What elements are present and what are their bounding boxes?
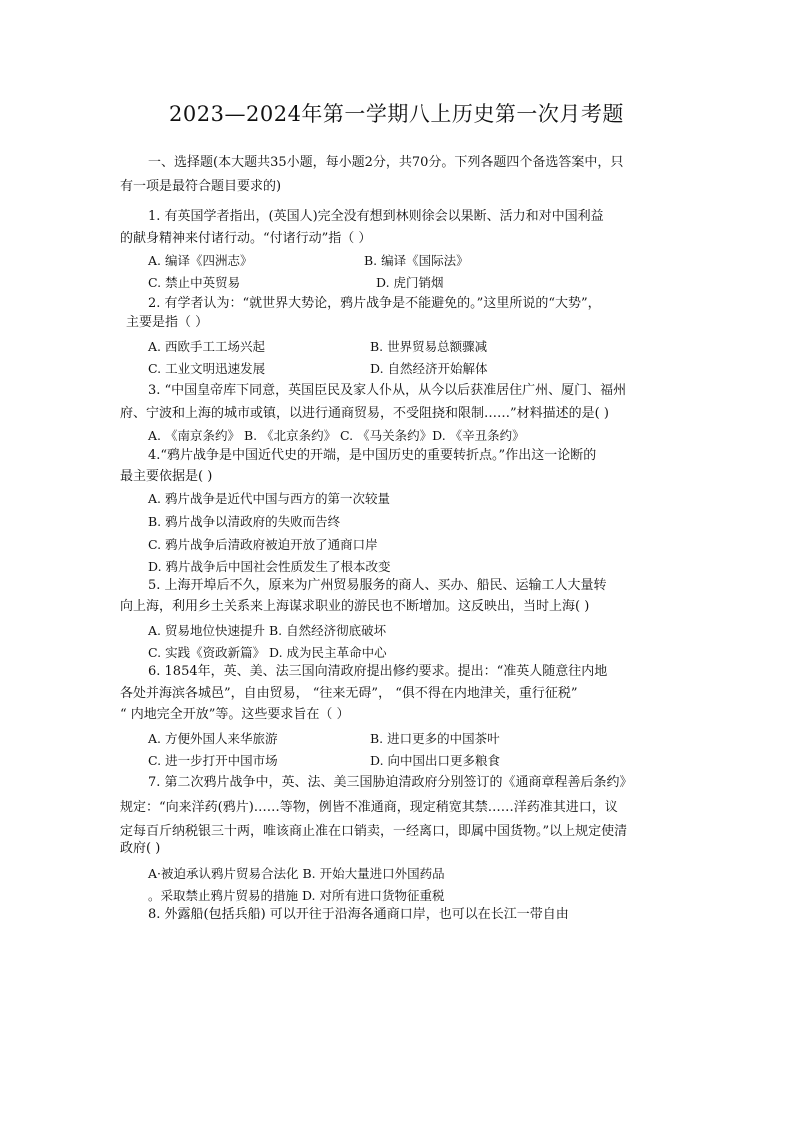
section-heading-line-1: 一、选择题(本大题共35小题，每小题2分，共70分。下列各题四个备选答案中，只 [148, 155, 624, 170]
q4-option-a: A. 鸦片战争是近代中国与西方的第一次较量 [148, 491, 390, 506]
q1-option-c: C. 禁止中英贸易 [148, 275, 241, 290]
q2-option-b: B. 世界贸易总额骤减 [370, 339, 488, 354]
q1-stem-line-2: 的献身精神来付诸行动。“付诸行动”指（ ） [120, 231, 372, 246]
q7-stem-line-4: 政府( ) [120, 841, 161, 856]
q6-stem-line-1: 6. 1854年，英、美、法三国向清政府提出修约要求。提出：“准英人随意往内地 [148, 664, 608, 679]
q1-option-d: D. 虎门销烟 [376, 275, 444, 290]
section-heading-line-2: 有一项是最符合题目要求的) [120, 179, 282, 194]
q2-stem-line-2: 主要是指（ ） [126, 315, 209, 330]
q4-option-d: D. 鸦片战争后中国社会性质发生了根本改变 [148, 559, 391, 574]
q6-stem-line-3: “ 内地完全开放”等。这些要求旨在（ ） [120, 707, 350, 722]
q2-option-c: C. 工业文明迅速发展 [148, 361, 266, 376]
q6-option-a: A. 方便外国人来华旅游 [148, 731, 278, 746]
q1-stem-line-1: 1. 有英国学者指出，(英国人)完全没有想到林则徐会以果断、活力和对中国利益 [148, 209, 604, 224]
q3-options: A. 《南京条约》 B. 《北京条约》 C. 《马关条约》D. 《辛丑条约》 [148, 428, 525, 443]
q2-option-a: A. 西欧手工工场兴起 [148, 339, 265, 354]
q7-stem-line-3: 定每百斤纳税银三十两，唯该商止准在口销卖，一经离口，即属中国货物。”以上规定使清 [120, 824, 628, 839]
q1-option-a: A. 编译《四洲志》 [148, 253, 253, 268]
q4-stem-line-2: 最主要依据是( ) [120, 469, 213, 484]
q5-stem-line-1: 5. 上海开埠后不久，原来为广州贸易服务的商人、买办、船民、运输工人大量转 [148, 578, 607, 593]
q5-options-row-1: A. 贸易地位快速提升 B. 自然经济彻底破坏 [148, 623, 387, 638]
q5-options-row-2: C. 实践《资政新篇》 D. 成为民主革命中心 [148, 645, 387, 660]
q3-stem-line-1: 3. “中国皇帝库下同意，英国臣民及家人仆从，从今以后获准居住广州、厦门、福州 [148, 383, 627, 398]
q6-option-b: B. 进口更多的中国茶叶 [370, 731, 500, 746]
q6-option-c: C. 进一步打开中国市场 [148, 753, 278, 768]
q5-stem-line-2: 向上海，利用乡土关系来上海谋求职业的游民也不断增加。这反映出，当时上海( ) [120, 599, 590, 614]
q6-stem-line-2: 各处并海滨各城邑”，自由贸易， “往来无碍”， “俱不得在内地津关，重行征税” [120, 686, 578, 701]
q7-options-row-1: A·被迫承认鸦片贸易合法化 B. 开始大量进口外国药品 [148, 866, 445, 881]
q7-stem-line-2: 规定：“向来洋药(鸦片)……等物，例皆不准通商，现定稍宽其禁……洋药准其进口，议 [120, 800, 618, 815]
q4-option-b: B. 鸦片战争以清政府的失败而告终 [148, 514, 341, 529]
q4-option-c: C. 鸦片战争后清政府被迫开放了通商口岸 [148, 537, 378, 552]
q2-stem-line-1: 2. 有学者认为：“就世界大势论，鸦片战争是不能避免的。”这里所说的“大势”， [148, 296, 601, 311]
q7-options-row-2: 。采取禁止鸦片贸易的措施 D. 对所有进口货物征重税 [148, 888, 445, 903]
q7-stem-line-1: 7. 第二次鸦片战争中，英、法、美三国胁迫清政府分别签订的《通商章程善后条约》 [148, 775, 633, 790]
q2-option-d: D. 自然经济开始解体 [370, 361, 488, 376]
q3-stem-line-2: 府、宁波和上海的城市或镇，以进行通商贸易，不受阻挠和限制……”材料描述的是( ) [120, 406, 609, 421]
q4-stem-line-1: 4.“鸦片战争是中国近代史的开端，是中国历史的重要转折点。”作出这一论断的 [148, 448, 597, 463]
q6-option-d: D. 向中国出口更多粮食 [370, 753, 501, 768]
q1-option-b: B. 编译《国际法》 [364, 253, 469, 268]
q8-stem-line-1: 8. 外露船(包括兵船) 可以开往于沿海各通商口岸，也可以在长江一带自由 [148, 907, 569, 922]
page-title: 2023—2024年第一学期八上历史第一次月考题 [169, 102, 624, 126]
